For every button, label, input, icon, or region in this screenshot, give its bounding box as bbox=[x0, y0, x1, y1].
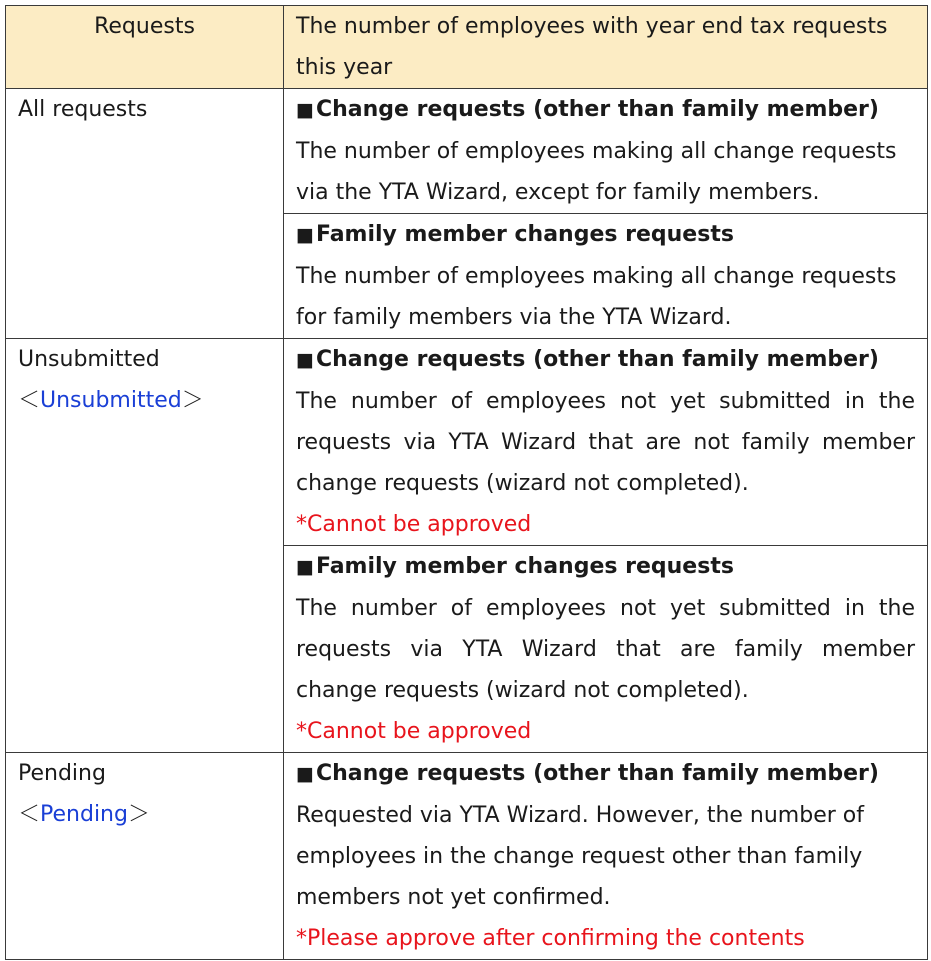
unsubmitted-family-requests-heading: ■Family member changes requests bbox=[296, 554, 734, 579]
pending-link[interactable]: Pending bbox=[40, 802, 128, 827]
table-row bbox=[6, 339, 928, 546]
square-bullet-icon: ■ bbox=[296, 349, 314, 371]
pending-label: Pending bbox=[18, 761, 106, 786]
all-family-requests-desc: The number of employees making all change requests for family members via the YTA Wizard. bbox=[296, 264, 897, 330]
header-requests: Requests bbox=[6, 6, 284, 89]
unsubmitted-change-requests-desc: The number of employees not yet submitted in the requests via YTA Wizard that are not family member change requests (wizard not completed). bbox=[296, 389, 915, 496]
unsubmitted-change-requests-cell bbox=[284, 339, 928, 546]
all-change-requests-desc: The number of employees making all change requests via the YTA Wizard, except for family members. bbox=[296, 139, 897, 205]
pending-change-requests-heading: ■Change requests (other than family member) bbox=[296, 761, 879, 786]
table-row bbox=[6, 753, 928, 960]
square-bullet-icon: ■ bbox=[296, 224, 314, 246]
all-family-requests-heading: ■Family member changes requests bbox=[296, 222, 734, 247]
unsubmitted-change-requests-note: *Cannot be approved bbox=[296, 512, 532, 537]
row-label-pending bbox=[6, 753, 284, 960]
header-employee-count: The number of employees with year end tax requests this year bbox=[284, 6, 928, 89]
requests-table bbox=[5, 5, 928, 960]
all-requests-label: All requests bbox=[18, 97, 148, 122]
square-bullet-icon: ■ bbox=[296, 556, 314, 578]
pending-change-requests-cell bbox=[284, 753, 928, 960]
pending-link-wrap: ＜Pending＞ bbox=[18, 802, 150, 827]
unsubmitted-label: Unsubmitted bbox=[18, 347, 160, 372]
unsubmitted-link-wrap: ＜Unsubmitted＞ bbox=[18, 388, 204, 413]
all-change-requests-heading: ■Change requests (other than family member) bbox=[296, 97, 879, 122]
square-bullet-icon: ■ bbox=[296, 99, 314, 121]
unsubmitted-link[interactable]: Unsubmitted bbox=[40, 388, 182, 413]
unsubmitted-family-requests-note: *Cannot be approved bbox=[296, 719, 532, 744]
all-family-requests-cell bbox=[284, 214, 928, 339]
all-change-requests-cell bbox=[284, 89, 928, 214]
table-row bbox=[6, 89, 928, 214]
unsubmitted-change-requests-heading: ■Change requests (other than family member) bbox=[296, 347, 879, 372]
table-header-row bbox=[6, 6, 928, 89]
pending-change-requests-desc: Requested via YTA Wizard. However, the number of employees in the change request other than family members not yet confirmed. bbox=[296, 803, 864, 910]
square-bullet-icon: ■ bbox=[296, 763, 314, 785]
pending-change-requests-note: *Please approve after confirming the contents bbox=[296, 926, 805, 951]
row-label-all-requests bbox=[6, 89, 284, 339]
row-label-unsubmitted bbox=[6, 339, 284, 753]
unsubmitted-family-requests-desc: The number of employees not yet submitted in the requests via YTA Wizard that are family member change requests (wizard not completed). bbox=[296, 596, 915, 703]
unsubmitted-family-requests-cell bbox=[284, 546, 928, 753]
